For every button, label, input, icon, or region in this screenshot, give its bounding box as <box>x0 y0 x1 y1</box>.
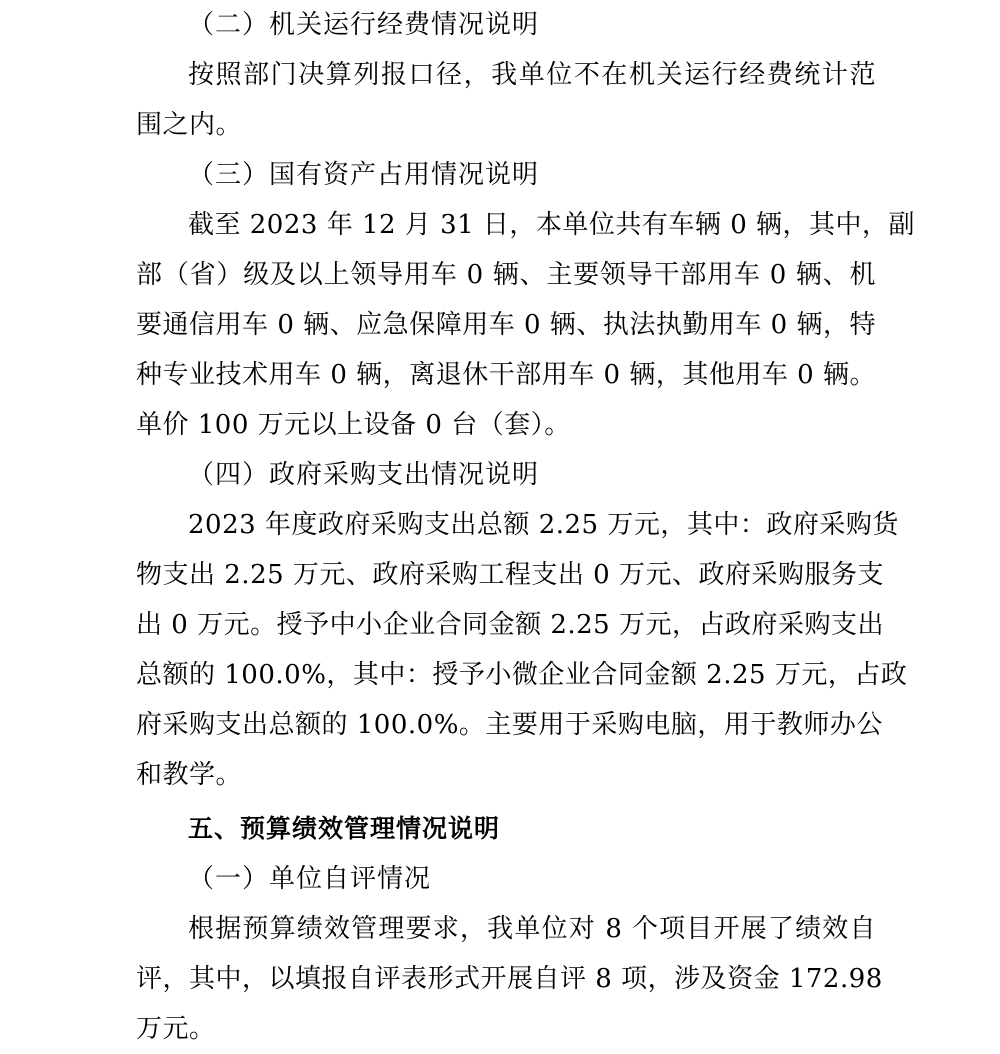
document-page <box>136 0 915 1054</box>
paragraph-line: 和教学。 <box>136 760 243 790</box>
section-heading-procurement: （四）政府采购支出情况说明 <box>188 460 540 490</box>
paragraph-line: 出 0 万元。授予中小企业合同金额 2.25 万元，占政府采购支出 <box>136 610 884 640</box>
paragraph-line: 部（省）级及以上领导用车 0 辆、主要领导干部用车 0 辆、机 <box>136 260 876 290</box>
section-heading-self-evaluation: （一）单位自评情况 <box>188 864 432 894</box>
chapter-heading-performance: 五、预算绩效管理情况说明 <box>188 814 501 843</box>
paragraph-line: 要通信用车 0 辆、应急保障用车 0 辆、执法执勤用车 0 辆，特 <box>136 310 876 340</box>
section-heading-admin-expenses: （二）机关运行经费情况说明 <box>188 10 540 40</box>
paragraph-line: 总额的 100.0%，其中：授予小微企业合同金额 2.25 万元，占政 <box>136 660 908 690</box>
paragraph-line: 物支出 2.25 万元、政府采购工程支出 0 万元、政府采购服务支 <box>136 560 884 590</box>
paragraph-line: 评，其中，以填报自评表形式开展自评 8 项，涉及资金 172.98 <box>136 964 883 994</box>
paragraph-line: 围之内。 <box>136 110 243 140</box>
paragraph-line: 府采购支出总额的 100.0%。主要用于采购电脑，用于教师办公 <box>136 710 883 740</box>
paragraph-line: 种专业技术用车 0 辆，离退休干部用车 0 辆，其他用车 0 辆。 <box>136 360 876 390</box>
paragraph-line: 根据预算绩效管理要求，我单位对 8 个项目开展了绩效自 <box>188 914 876 944</box>
section-heading-state-assets: （三）国有资产占用情况说明 <box>188 160 540 190</box>
paragraph-line: 按照部门决算列报口径，我单位不在机关运行经费统计范 <box>188 60 876 90</box>
paragraph-line: 截至 2023 年 12 月 31 日，本单位共有车辆 0 辆，其中，副 <box>188 210 915 240</box>
paragraph-line: 万元。 <box>136 1014 216 1044</box>
paragraph-line: 2023 年度政府采购支出总额 2.25 万元，其中：政府采购货 <box>188 510 899 540</box>
paragraph-line: 单价 100 万元以上设备 0 台（套）。 <box>136 410 571 440</box>
